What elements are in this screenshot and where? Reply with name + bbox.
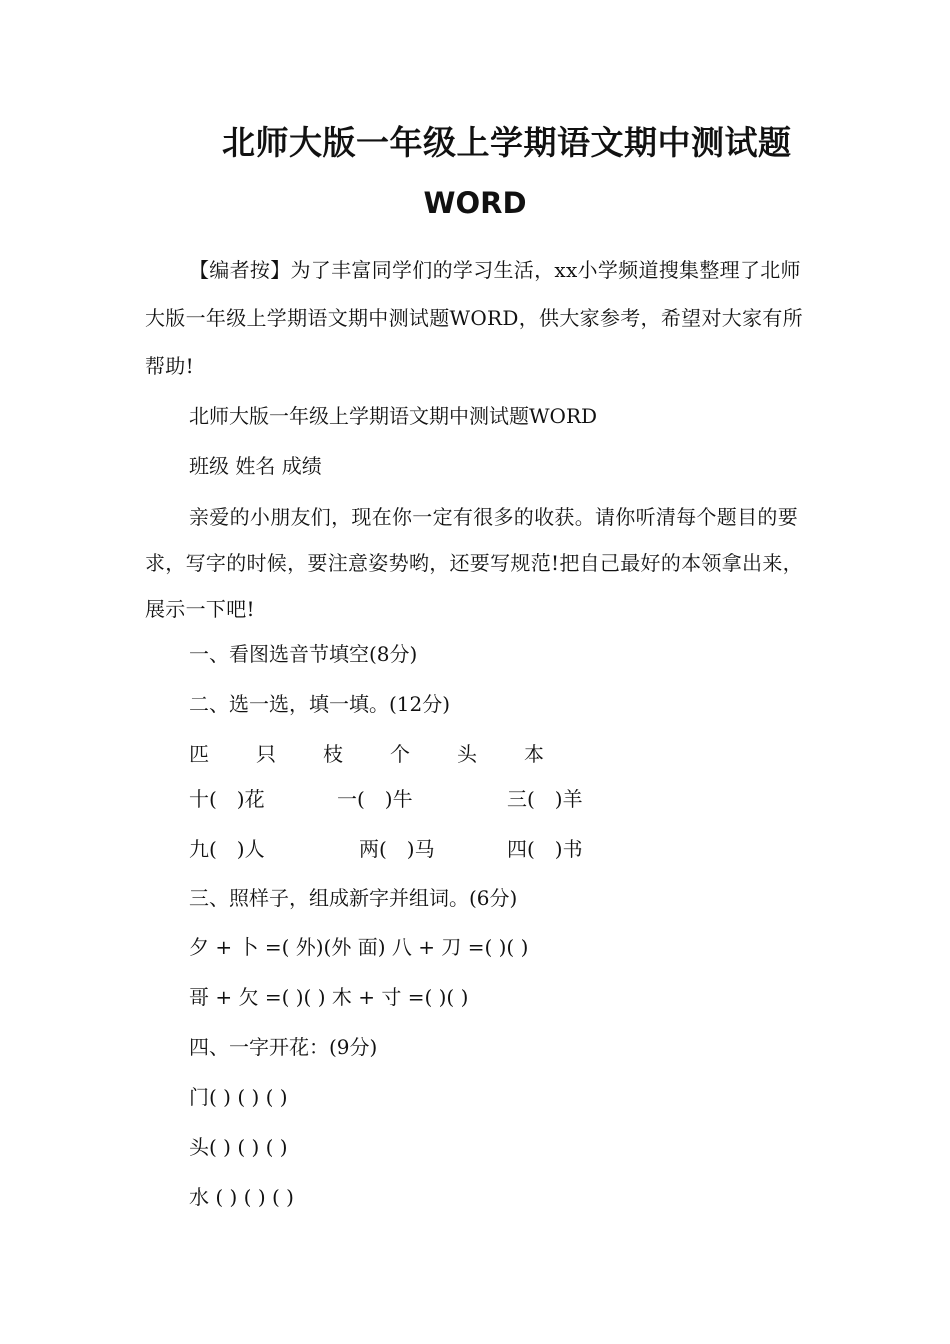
measure-word-option: 枝 [323, 742, 343, 766]
fill-blank-item: 两( )马 [359, 837, 435, 861]
section-4-heading: 四、一字开花：(9分) [189, 1035, 378, 1059]
section-1-heading: 一、看图选音节填空(8分) [189, 642, 418, 666]
word-flower-line: 门( ) ( ) ( ) [189, 1085, 288, 1109]
fill-blank-item: 三( )羊 [507, 787, 583, 811]
document-title-word: WORD [423, 186, 527, 220]
compose-character-line: 哥 + 欠 =( )( ) 木 + 寸 =( )( ) [189, 985, 469, 1009]
word-flower-line: 头( ) ( ) ( ) [189, 1135, 288, 1159]
subtitle-line: 北师大版一年级上学期语文期中测试题WORD [189, 404, 598, 428]
section-3-heading: 三、照样子，组成新字并组词。(6分) [189, 886, 518, 910]
compose-character-line: 夕 + 卜 =( 外)(外 面) 八 + 刀 =( )( ) [189, 935, 529, 959]
editor-note-paragraph: 【编者按】为了丰富同学们的学习生活，xx小学频道搜集整理了北师大版一年级上学期语文期中测试题WORD，供大家参考，希望对大家有所帮助! [145, 258, 803, 378]
measure-word-option: 头 [457, 742, 477, 766]
word-flower-line: 水 ( ) ( ) ( ) [189, 1185, 294, 1209]
encouragement-paragraph: 亲爱的小朋友们，现在你一定有很多的收获。请你听清每个题目的要求，写字的时候，要注意姿势哟，还要写规范!把自己最好的本领拿出来，展示一下吧! [145, 505, 803, 621]
class-name-score-line: 班级 姓名 成绩 [189, 454, 322, 478]
fill-blank-item: 九( )人 [189, 837, 265, 861]
measure-word-option: 本 [524, 742, 544, 766]
document-title: 北师大版一年级上学期语文期中测试题 [222, 123, 792, 162]
measure-word-option: 只 [256, 742, 276, 766]
fill-blank-item: 一( )牛 [337, 787, 413, 811]
measure-word-option: 匹 [189, 742, 209, 766]
section-2-heading: 二、选一选，填一填。(12分) [189, 692, 451, 716]
measure-word-option: 个 [390, 742, 410, 766]
fill-blank-item: 四( )书 [507, 837, 583, 861]
fill-blank-item: 十( )花 [189, 787, 265, 811]
